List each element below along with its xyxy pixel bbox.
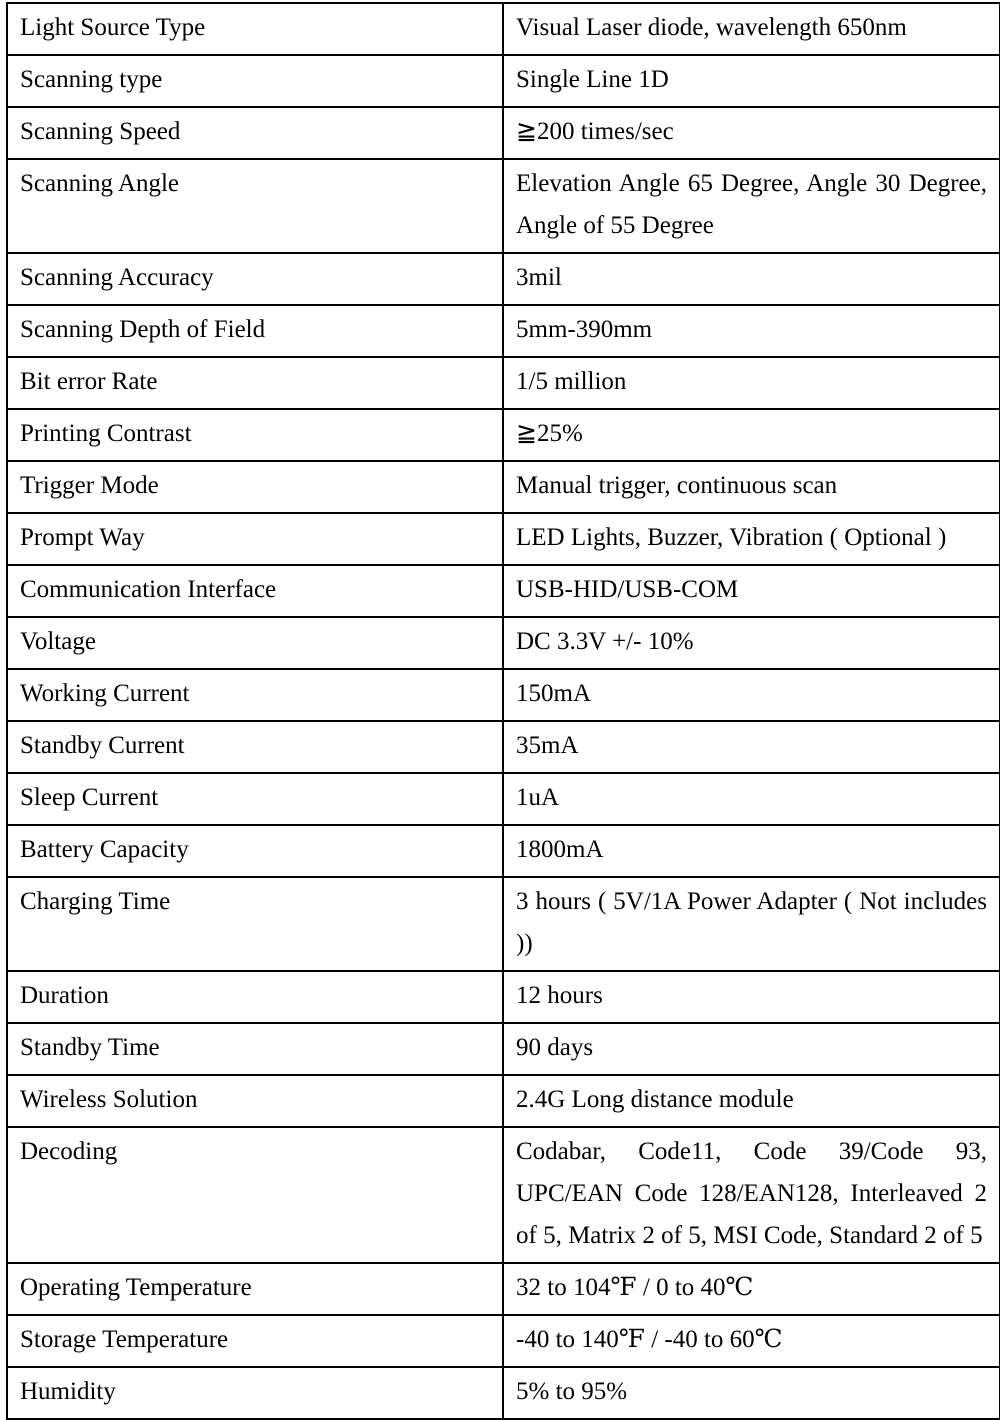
spec-value: 35mA	[503, 721, 1000, 773]
table-row	[7, 409, 1000, 461]
table-row	[7, 513, 1000, 565]
spec-value: ≧25%	[503, 409, 1000, 461]
table-row	[7, 617, 1000, 669]
table-row	[7, 3, 1000, 55]
spec-label: Scanning Angle	[7, 159, 503, 253]
spec-label: Printing Contrast	[7, 409, 503, 461]
spec-value: 3 hours ( 5V/1A Power Adapter ( Not includes ))	[503, 877, 1000, 971]
spec-value: Elevation Angle 65 Degree, Angle 30 Degree, Angle of 55 Degree	[503, 159, 1000, 253]
spec-value: 1800mA	[503, 825, 1000, 877]
table-row	[7, 107, 1000, 159]
spec-value: Codabar, Code11, Code 39/Code 93, UPC/EAN Code 128/EAN128, Interleaved 2 of 5, Matrix 2 of 5, MSI Code, Standard 2 of 5	[503, 1127, 1000, 1263]
table-row	[7, 159, 1000, 253]
table-row	[7, 253, 1000, 305]
spec-label: Bit error Rate	[7, 357, 503, 409]
specification-table	[6, 2, 1000, 1420]
spec-label: Battery Capacity	[7, 825, 503, 877]
spec-value: Visual Laser diode, wavelength 650nm	[503, 3, 1000, 55]
spec-value: -40 to 140℉ / -40 to 60℃	[503, 1315, 1000, 1367]
spec-label: Sleep Current	[7, 773, 503, 825]
table-row	[7, 565, 1000, 617]
spec-label: Standby Time	[7, 1023, 503, 1075]
spec-label: Prompt Way	[7, 513, 503, 565]
spec-label: Trigger Mode	[7, 461, 503, 513]
table-row	[7, 305, 1000, 357]
table-row	[7, 1263, 1000, 1315]
table-row	[7, 1127, 1000, 1263]
spec-label: Scanning Speed	[7, 107, 503, 159]
spec-label: Scanning Accuracy	[7, 253, 503, 305]
table-row	[7, 721, 1000, 773]
table-row	[7, 1315, 1000, 1367]
table-row	[7, 1367, 1000, 1419]
spec-label: Decoding	[7, 1127, 503, 1263]
spec-value: 3mil	[503, 253, 1000, 305]
spec-value: 1uA	[503, 773, 1000, 825]
spec-label: Humidity	[7, 1367, 503, 1419]
spec-label: Voltage	[7, 617, 503, 669]
spec-value: 90 days	[503, 1023, 1000, 1075]
table-row	[7, 461, 1000, 513]
table-row	[7, 825, 1000, 877]
spec-value: Single Line 1D	[503, 55, 1000, 107]
spec-value: ≧200 times/sec	[503, 107, 1000, 159]
spec-label: Wireless Solution	[7, 1075, 503, 1127]
table-row	[7, 877, 1000, 971]
table-row	[7, 971, 1000, 1023]
spec-label: Light Source Type	[7, 3, 503, 55]
spec-value: 12 hours	[503, 971, 1000, 1023]
spec-value: 5mm-390mm	[503, 305, 1000, 357]
spec-value: 1/5 million	[503, 357, 1000, 409]
spec-label: Duration	[7, 971, 503, 1023]
spec-label: Storage Temperature	[7, 1315, 503, 1367]
table-row	[7, 1075, 1000, 1127]
spec-label: Operating Temperature	[7, 1263, 503, 1315]
table-row	[7, 357, 1000, 409]
spec-value: LED Lights, Buzzer, Vibration ( Optional )	[503, 513, 1000, 565]
spec-label: Standby Current	[7, 721, 503, 773]
spec-value: 150mA	[503, 669, 1000, 721]
spec-value: Manual trigger, continuous scan	[503, 461, 1000, 513]
spec-label: Scanning Depth of Field	[7, 305, 503, 357]
specification-table-body	[7, 3, 1000, 1419]
spec-label: Communication Interface	[7, 565, 503, 617]
spec-value: DC 3.3V +/- 10%	[503, 617, 1000, 669]
spec-value: 5% to 95%	[503, 1367, 1000, 1419]
spec-label: Working Current	[7, 669, 503, 721]
table-row	[7, 55, 1000, 107]
spec-label: Charging Time	[7, 877, 503, 971]
spec-value: 32 to 104℉ / 0 to 40℃	[503, 1263, 1000, 1315]
table-row	[7, 669, 1000, 721]
spec-value: 2.4G Long distance module	[503, 1075, 1000, 1127]
table-row	[7, 773, 1000, 825]
spec-label: Scanning type	[7, 55, 503, 107]
table-row	[7, 1023, 1000, 1075]
spec-value: USB-HID/USB-COM	[503, 565, 1000, 617]
